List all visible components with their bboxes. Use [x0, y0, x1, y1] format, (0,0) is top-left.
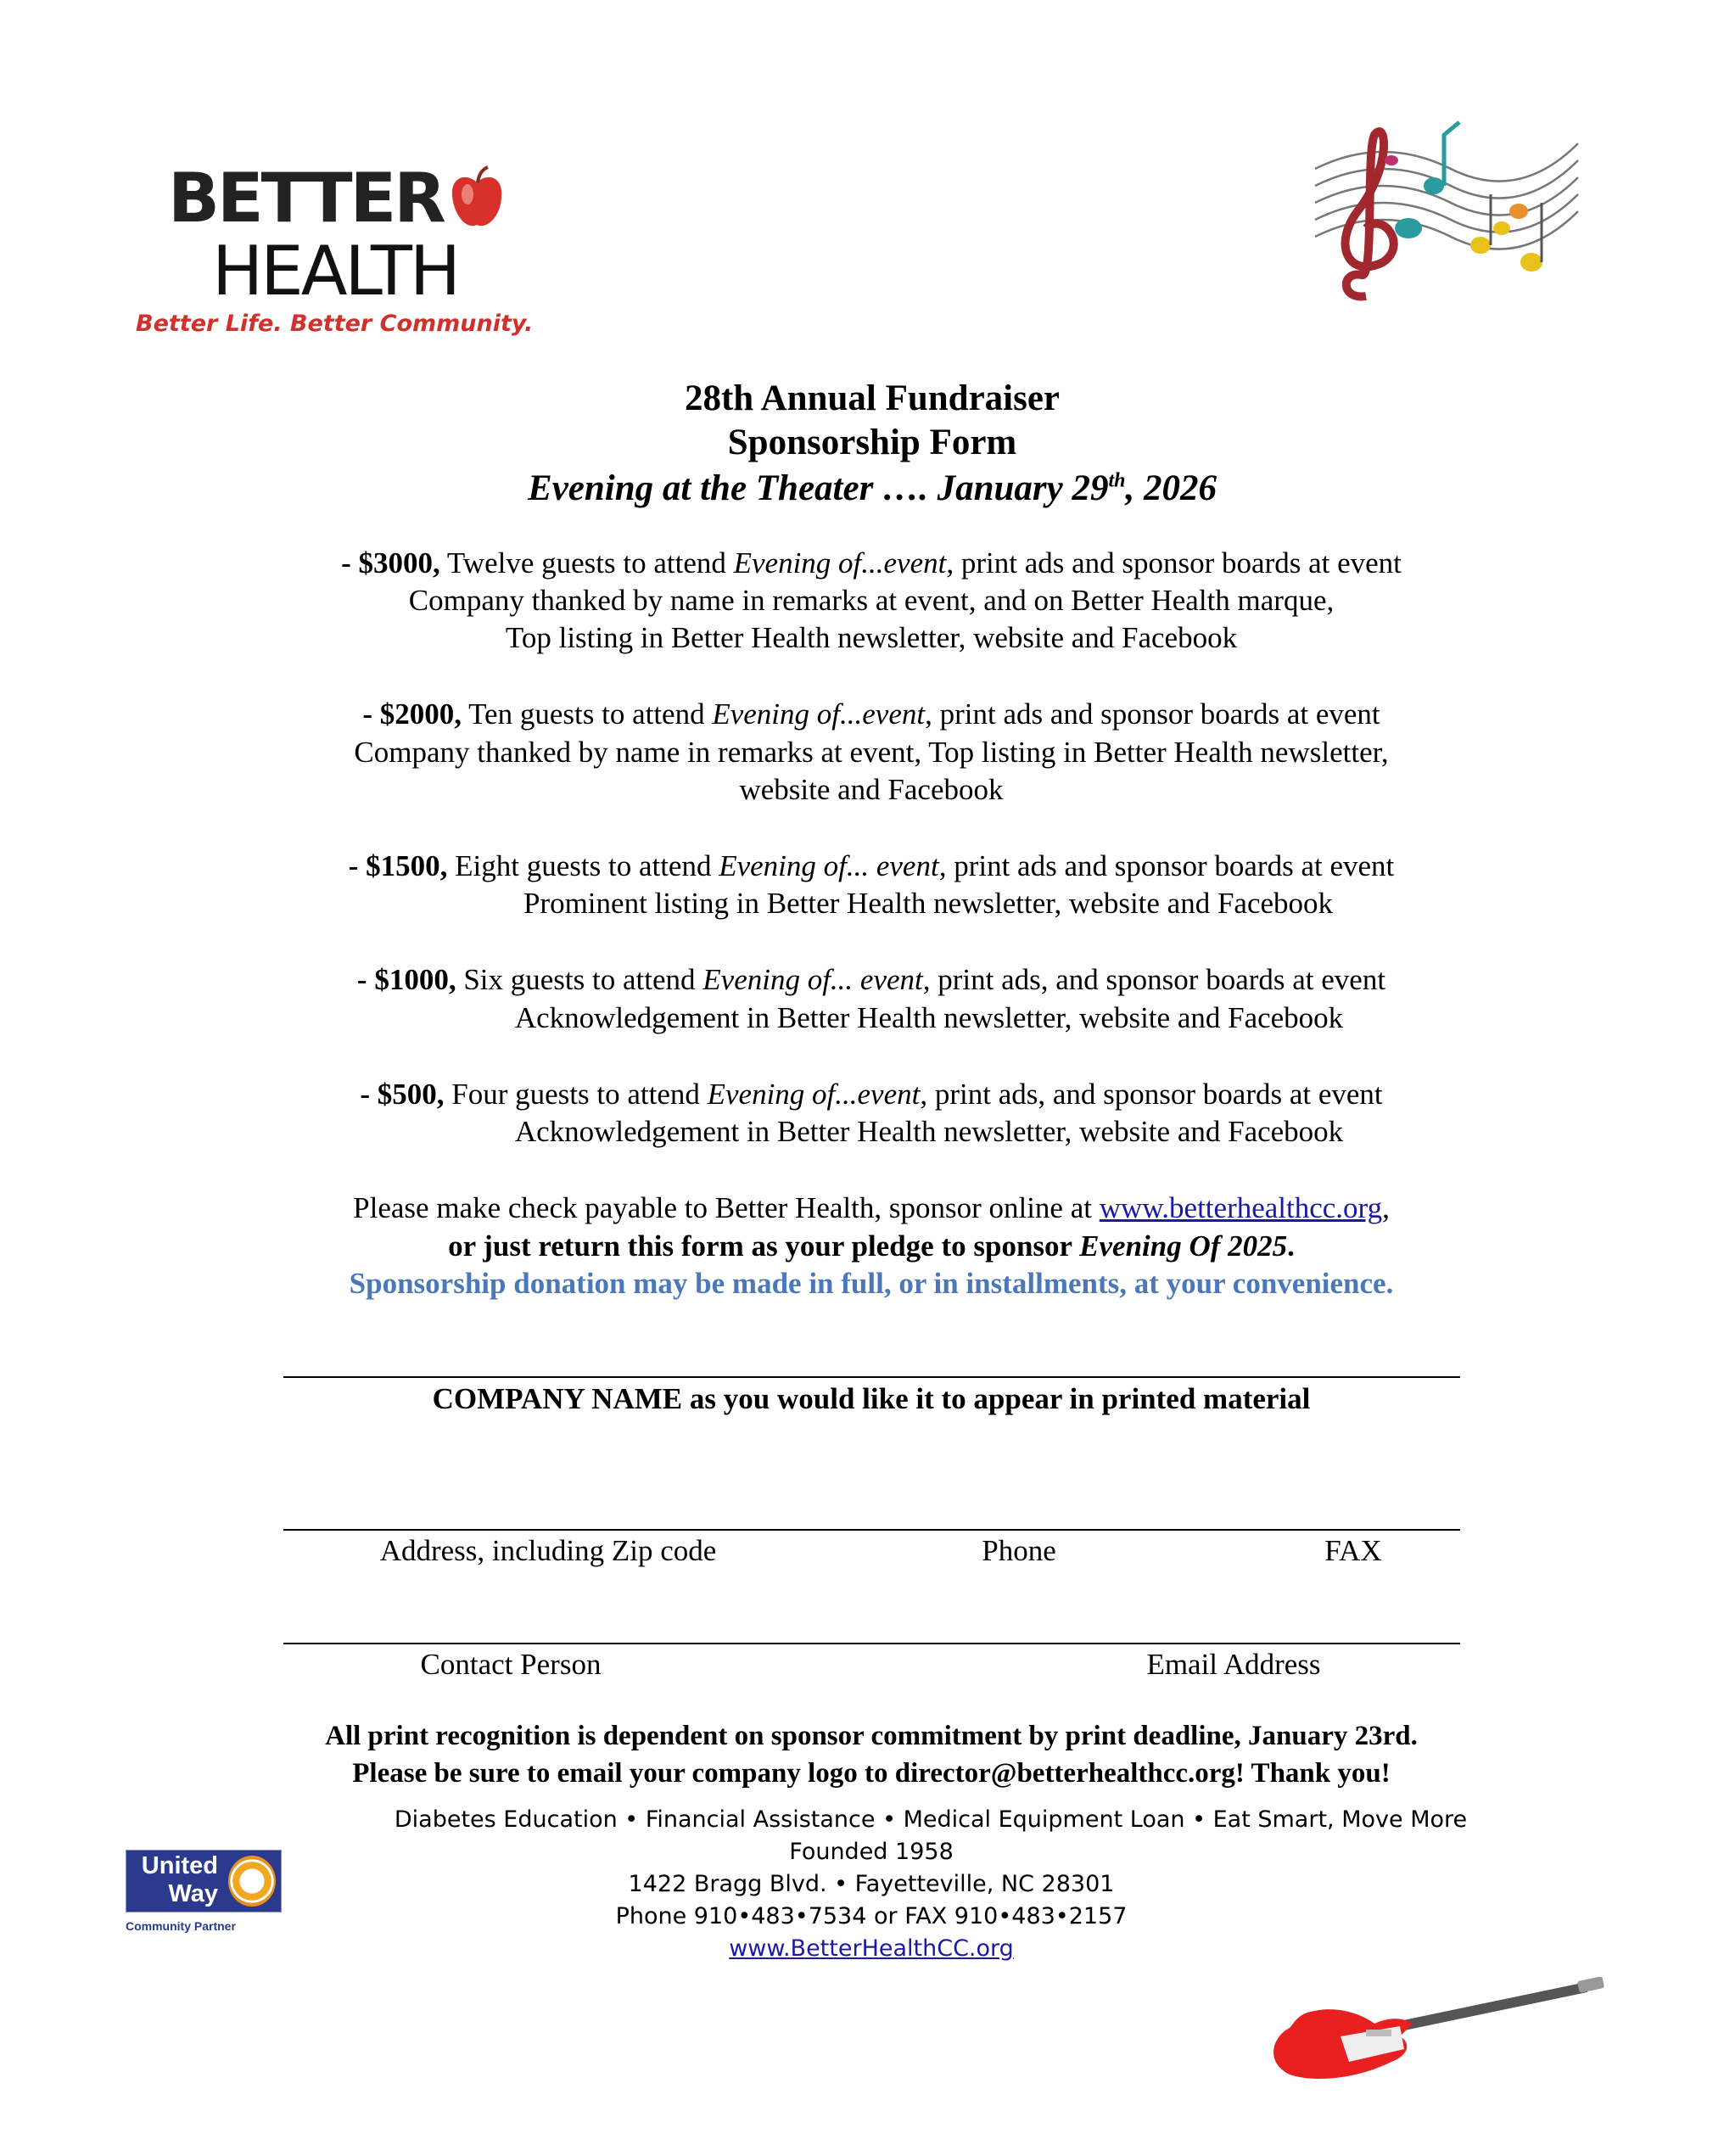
tier-text: Ten guests to attend [462, 697, 713, 731]
logo-tagline: Better Life. Better Community. [136, 311, 534, 337]
tier-line [341, 545, 1402, 582]
tier-line [362, 696, 1380, 733]
company-name-label: COMPANY NAME as you would like it to appear in printed material [432, 1382, 1311, 1415]
fax-label: FAX [1324, 1534, 1382, 1567]
date-suffix: th [1108, 469, 1126, 492]
tier-benefit: Company thanked by name in remarks at event, and on Better Health marque, [408, 584, 1335, 617]
united-way-logo [126, 1850, 280, 1933]
contact-email-line[interactable] [283, 1643, 1460, 1644]
event-name: Evening of...event [707, 1078, 921, 1111]
tier-text: Four guests to attend [444, 1078, 708, 1111]
uw-hand-icon [228, 1856, 276, 1907]
email-logo-notice: Please be sure to email your company logo to director@betterhealthcc.org! Thank you! [352, 1758, 1391, 1789]
event-name: Evening Of 2025 [1079, 1229, 1288, 1263]
event-subtitle [528, 467, 1217, 511]
pledge-line [448, 1228, 1295, 1265]
title-sponsorship-form: Sponsorship Form [727, 423, 1017, 462]
tier-amount: - $1500, [348, 849, 448, 882]
tier-amount: - $1000, [356, 963, 456, 996]
event-name-date: Evening at the Theater …. January 29 [528, 468, 1109, 508]
tier-text: print ads and sponsor boards at event [946, 849, 1395, 882]
event-name: Evening of... event, [719, 849, 947, 882]
tier-benefit: website and Facebook [739, 773, 1004, 806]
print-deadline-notice: All print recognition is dependent on sponsor commitment by print deadline, January 23rd. [325, 1721, 1418, 1751]
uw-caption: Community Partner [126, 1919, 236, 1933]
tier-line [360, 1076, 1382, 1113]
tier-text: print ads, and sponsor boards at event [930, 963, 1386, 996]
title-fundraiser: 28th Annual Fundraiser [684, 378, 1061, 418]
music-notes-image [1307, 118, 1587, 317]
tier-benefit: Acknowledgement in Better Health newsletter, website and Facebook [514, 1001, 1344, 1034]
tier-line [349, 848, 1395, 885]
tier-benefit: Top listing in Better Health newsletter, website and Facebook [505, 621, 1238, 654]
phone-label: Phone [982, 1534, 1056, 1567]
pledge-text: . [1287, 1229, 1295, 1263]
tier-text: , print ads, and sponsor boards at event [920, 1078, 1383, 1111]
tier-benefit: Company thanked by name in remarks at event, Top listing in Better Health newsletter, [354, 736, 1389, 769]
tier-text: Eight guests to attend [447, 849, 719, 882]
tier-text: Six guests to attend [456, 963, 703, 996]
address-phone-fax-line[interactable] [283, 1529, 1460, 1531]
apple-icon [449, 165, 505, 232]
tier-text: , print ads and sponsor boards at event [946, 546, 1402, 580]
footer-phone: Phone 910•483•7534 or FAX 910•483•2157 [615, 1903, 1128, 1929]
uw-line2: Way [168, 1880, 218, 1907]
logo-health: HEALTH [212, 232, 459, 311]
pledge-text: or just return this form as your pledge to sponsor [448, 1229, 1080, 1263]
tier-amount: - $3000, [341, 546, 440, 580]
tier-benefit: Acknowledgement in Better Health newsletter, website and Facebook [514, 1115, 1344, 1148]
event-year: , 2026 [1125, 468, 1217, 508]
tier-line [357, 961, 1385, 999]
event-name: Evening of...event [712, 697, 926, 731]
address-label: Address, including Zip code [379, 1534, 717, 1567]
payment-text: , [1382, 1191, 1390, 1224]
website-link[interactable]: www.betterhealthcc.org [1099, 1191, 1383, 1224]
footer-founded: Founded 1958 [789, 1839, 954, 1865]
payment-line [353, 1190, 1390, 1227]
event-name: Evening of... event, [702, 963, 931, 996]
tier-amount: - $2000, [362, 697, 462, 731]
contact-person-label: Contact Person [420, 1648, 602, 1681]
payment-text: Please make check payable to Better Health, sponsor online at [353, 1191, 1100, 1224]
uw-line1: United [141, 1852, 218, 1879]
installments-note: Sponsorship donation may be made in full, or in installments, at your convenience. [349, 1267, 1394, 1300]
company-name-line[interactable] [283, 1376, 1460, 1378]
email-address-label: Email Address [1146, 1648, 1321, 1681]
guitar-image [1264, 1977, 1612, 2083]
tier-amount: - $500, [360, 1078, 445, 1111]
tier-benefit: Prominent listing in Better Health newsletter, website and Facebook [523, 887, 1334, 920]
footer-website-link[interactable]: www.BetterHealthCC.org [729, 1935, 1014, 1962]
footer-address: 1422 Bragg Blvd. • Fayetteville, NC 28301 [628, 1871, 1115, 1897]
event-name: Evening of...event [733, 546, 947, 580]
logo-better: BETTER [168, 159, 444, 238]
tier-text: , print ads and sponsor boards at event [925, 697, 1380, 731]
logo-top-row [168, 159, 505, 238]
footer-services: Diabetes Education • Financial Assistance • Medical Equipment Loan • Eat Smart, Move More [394, 1806, 1468, 1833]
tier-text: Twelve guests to attend [439, 546, 734, 580]
